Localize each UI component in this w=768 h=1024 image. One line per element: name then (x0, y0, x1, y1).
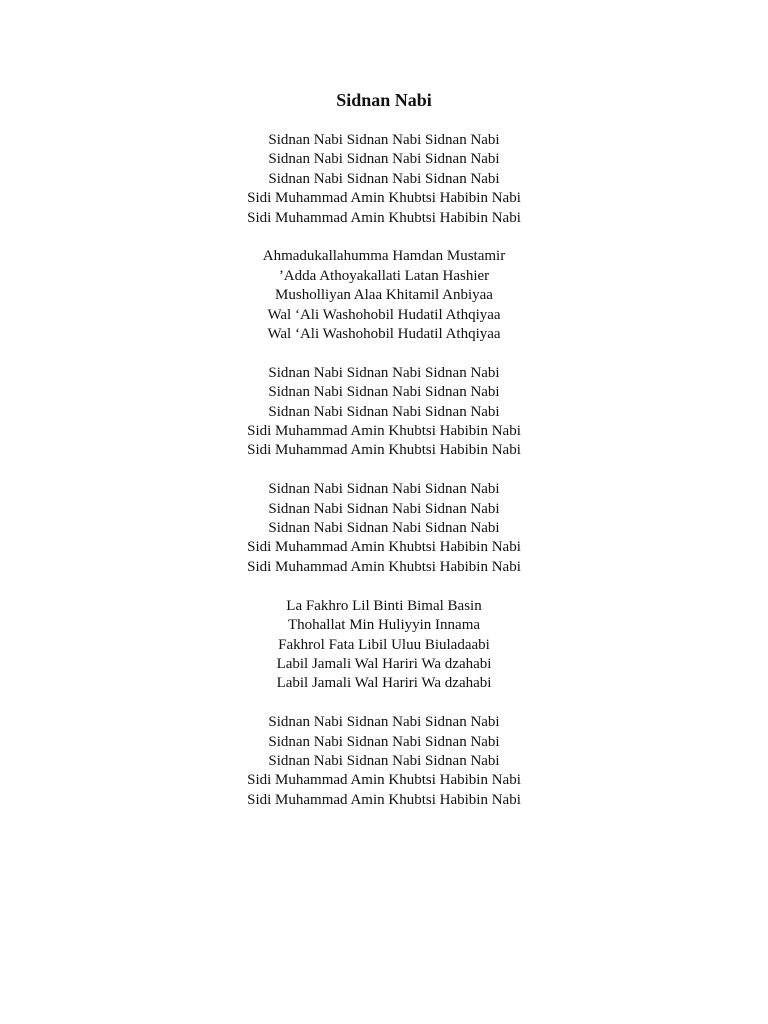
lyric-line: Sidnan Nabi Sidnan Nabi Sidnan Nabi (268, 500, 500, 517)
lyric-line: ’Adda Athoyakallati Latan Hashier (278, 267, 490, 284)
lyric-line: La Fakhro Lil Binti Bimal Basin (286, 597, 482, 614)
lyric-line: Wal ‘Ali Washohobil Hudatil Athqiyaa (267, 326, 501, 343)
lyric-line: Sidi Muhammad Amin Khubtsi Habibin Nabi (247, 539, 521, 556)
lyric-line: Sidi Muhammad Amin Khubtsi Habibin Nabi (247, 558, 521, 575)
lyric-line: Sidnan Nabi Sidnan Nabi Sidnan Nabi (268, 481, 500, 498)
lyric-line: Sidi Muhammad Amin Khubtsi Habibin Nabi (247, 791, 521, 808)
lyric-line: Sidnan Nabi Sidnan Nabi Sidnan Nabi (268, 170, 500, 187)
lyric-line: Thohallat Min Huliyyin Innama (287, 617, 481, 634)
lyric-line: Sidi Muhammad Amin Khubtsi Habibin Nabi (247, 209, 521, 226)
lyric-line: Sidi Muhammad Amin Khubtsi Habibin Nabi (247, 442, 521, 459)
lyric-line: Musholliyan Alaa Khitamil Anbiyaa (275, 287, 493, 304)
stanza (0, 713, 768, 810)
stanza (0, 247, 768, 344)
lyric-line: Sidnan Nabi Sidnan Nabi Sidnan Nabi (268, 384, 500, 401)
lyric-line: Sidi Muhammad Amin Khubtsi Habibin Nabi (247, 423, 521, 440)
lyric-line: Sidnan Nabi Sidnan Nabi Sidnan Nabi (268, 364, 500, 381)
lyric-line: Sidi Muhammad Amin Khubtsi Habibin Nabi (247, 772, 521, 789)
lyric-line: Sidi Muhammad Amin Khubtsi Habibin Nabi (247, 190, 521, 207)
stanza (0, 480, 768, 577)
lyric-line: Ahmadukallahumma Hamdan Mustamir (262, 248, 506, 265)
stanza (0, 131, 768, 228)
lyric-line: Sidnan Nabi Sidnan Nabi Sidnan Nabi (268, 752, 500, 769)
stanza (0, 597, 768, 694)
lyric-line: Wal ‘Ali Washohobil Hudatil Athqiyaa (267, 306, 501, 323)
lyrics-body (0, 131, 768, 830)
lyric-line: Sidnan Nabi Sidnan Nabi Sidnan Nabi (268, 151, 500, 168)
page-title: Sidnan Nabi (336, 90, 432, 110)
lyric-line: Sidnan Nabi Sidnan Nabi Sidnan Nabi (268, 403, 500, 420)
lyric-line: Sidnan Nabi Sidnan Nabi Sidnan Nabi (268, 132, 500, 148)
lyric-line: Sidnan Nabi Sidnan Nabi Sidnan Nabi (268, 733, 500, 750)
lyric-line: Sidnan Nabi Sidnan Nabi Sidnan Nabi (268, 520, 500, 537)
stanza (0, 364, 768, 461)
lyric-line: Labil Jamali Wal Hariri Wa dzahabi (276, 675, 492, 692)
lyric-line: Sidnan Nabi Sidnan Nabi Sidnan Nabi (268, 714, 500, 731)
lyric-line: Labil Jamali Wal Hariri Wa dzahabi (276, 655, 492, 672)
lyric-line: Fakhrol Fata Libil Uluu Biuladaabi (278, 636, 490, 653)
